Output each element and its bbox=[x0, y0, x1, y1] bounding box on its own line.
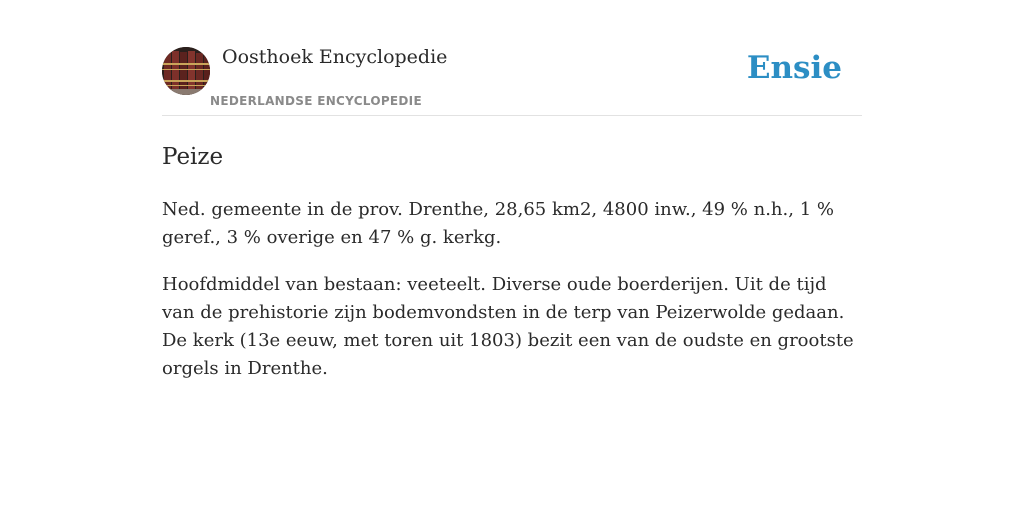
article-paragraph: Hoofdmiddel van bestaan: veeteelt. Diverse oude boerderijen. Uit de tijd van de prehistorie zijn bodemvondsten in de terp van Peizerwolde gedaan. De kerk (13e eeuw, met toren uit 1803) bezit een van de oudste en grootste orgels in Drenthe. bbox=[162, 274, 854, 379]
page-container bbox=[162, 0, 862, 383]
brand-logo-link[interactable]: Ensie bbox=[746, 50, 842, 86]
article-paragraph: Ned. gemeente in de prov. Drenthe, 28,65 km2, 4800 inw., 49 % n.h., 1 % geref., 3 % overige en 47 % g. kerkg. bbox=[162, 199, 834, 248]
article-title: Peize bbox=[162, 144, 224, 170]
site-subtitle: NEDERLANDSE ENCYCLOPEDIE bbox=[210, 94, 422, 108]
encyclopedia-books-icon[interactable] bbox=[162, 47, 210, 95]
site-header bbox=[162, 0, 862, 116]
site-name-link[interactable]: Oosthoek Encyclopedie bbox=[222, 46, 448, 68]
